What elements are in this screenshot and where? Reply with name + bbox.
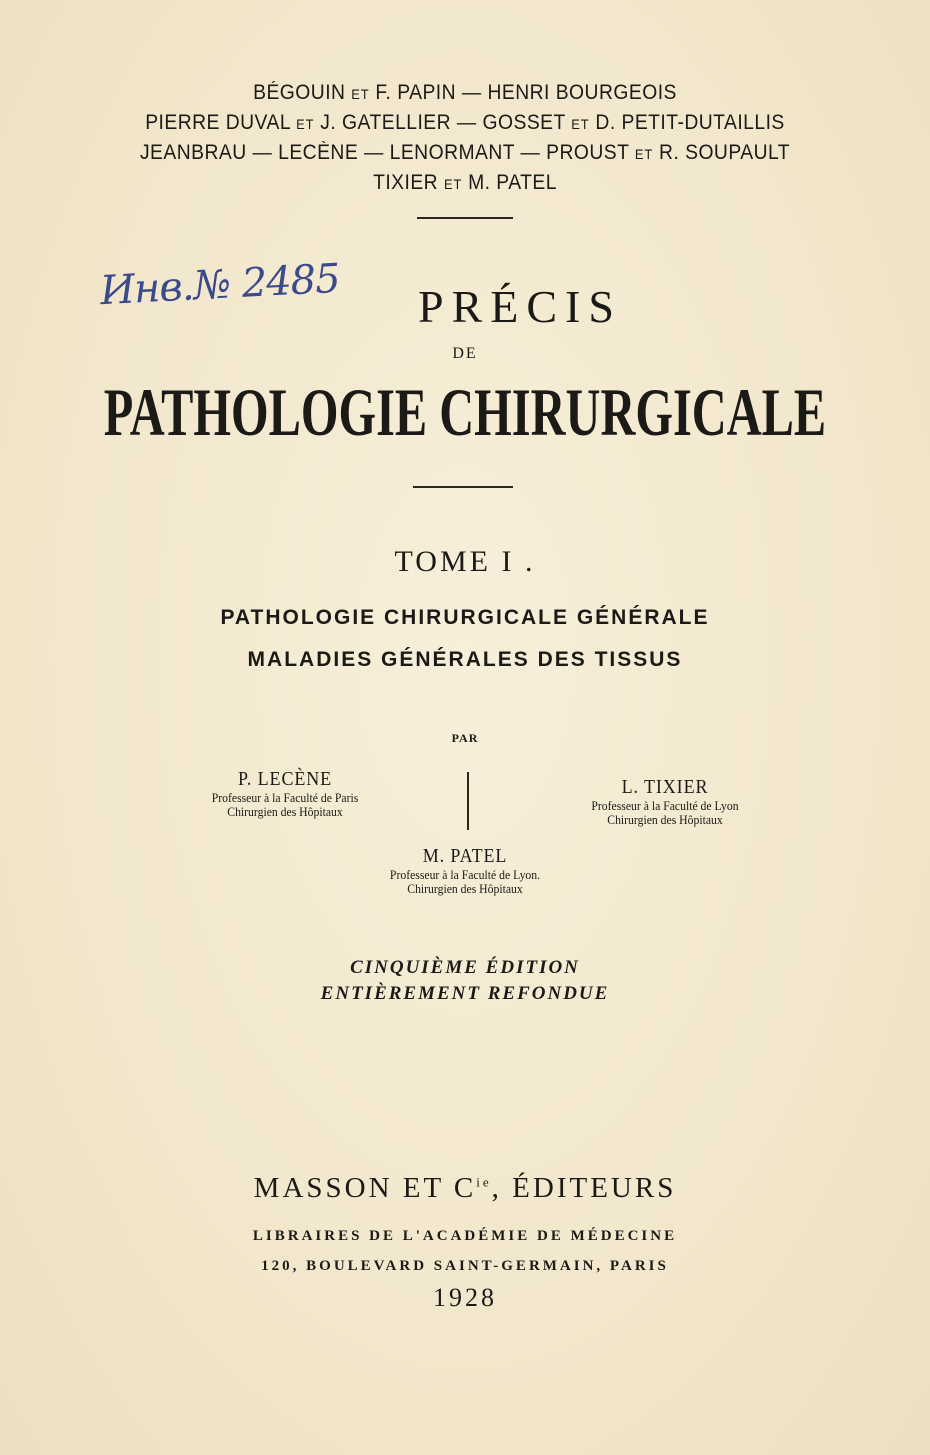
- contributors-line-3: [37, 138, 893, 169]
- handwritten-inventory-note: Инв.№ 2485: [98, 255, 341, 315]
- author-role: Chirurgien des Hôpitaux: [407, 881, 523, 896]
- conjunction: ET: [634, 146, 654, 162]
- contributor-text: R. SOUPAULT: [659, 141, 791, 164]
- contributors-line-1: [37, 78, 893, 109]
- publisher-address: 120, BOULEVARD SAINT-GERMAIN, PARIS: [261, 1258, 669, 1274]
- conjunction: ET: [296, 116, 315, 132]
- author-patel: [320, 845, 610, 896]
- conjunction: ET: [571, 116, 590, 132]
- publication-year: 1928: [433, 1283, 497, 1312]
- contributor-text: BÉGOUIN: [253, 81, 346, 104]
- contributor-text: PIERRE DUVAL: [145, 111, 291, 134]
- publisher-name-text: , ÉDITEURS: [491, 1172, 677, 1204]
- conjunction: ET: [351, 86, 370, 102]
- contributor-text: J. GATELLIER — GOSSET: [320, 111, 566, 134]
- author-lecene: [140, 768, 430, 819]
- publisher-line-2: LIBRAIRES DE L'ACADÉMIE DE MÉDECINE: [252, 1228, 678, 1244]
- tome-subtitle-1: PATHOLOGIE CHIRURGICALE GÉNÉRALE: [220, 606, 710, 629]
- author-role: Professeur à la Faculté de Paris: [211, 790, 359, 805]
- edition-line-2: ENTIÈREMENT REFONDUE: [320, 983, 610, 1004]
- author-role: Chirurgien des Hôpitaux: [607, 812, 723, 827]
- title-de: DE: [452, 345, 478, 362]
- author-name: M. PATEL: [422, 845, 508, 867]
- main-title: PATHOLOGIE CHIRURGICALE: [103, 375, 827, 451]
- edition-line-1: CINQUIÈME ÉDITION: [350, 957, 580, 978]
- divider-rule: [417, 217, 513, 219]
- author-role: Professeur à la Faculté de Lyon.: [389, 867, 541, 882]
- contributor-text: JEANBRAU — LECÈNE — LENORMANT — PROUST: [139, 141, 630, 164]
- divider-rule: [413, 486, 513, 488]
- contributor-text: TIXIER: [373, 171, 439, 194]
- author-role: Professeur à la Faculté de Lyon: [591, 798, 739, 813]
- contributor-text: D. PETIT-DUTAILLIS: [595, 111, 785, 134]
- par-label: PAR: [451, 731, 479, 745]
- author-role: Chirurgien des Hôpitaux: [227, 804, 343, 819]
- author-tixier: [520, 776, 810, 827]
- conjunction: ET: [443, 176, 463, 192]
- author-name: P. LECÈNE: [237, 768, 333, 790]
- tome-subtitle-2: MALADIES GÉNÉRALES DES TISSUS: [247, 648, 683, 671]
- author-divider: [467, 772, 469, 830]
- contributors-line-4: [37, 168, 893, 199]
- tome-label: TOME I .: [394, 545, 536, 578]
- publisher-name-text: MASSON ET C: [253, 1172, 477, 1204]
- publisher-name-sup: ie: [476, 1174, 492, 1190]
- author-name: L. TIXIER: [621, 776, 709, 798]
- contributor-text: F. PAPIN — HENRI BOURGEOIS: [375, 81, 677, 104]
- contributors-line-2: [37, 108, 893, 139]
- publisher-name: [0, 1172, 930, 1205]
- title-precis: PRÉCIS: [418, 281, 622, 332]
- contributor-text: M. PATEL: [468, 171, 557, 194]
